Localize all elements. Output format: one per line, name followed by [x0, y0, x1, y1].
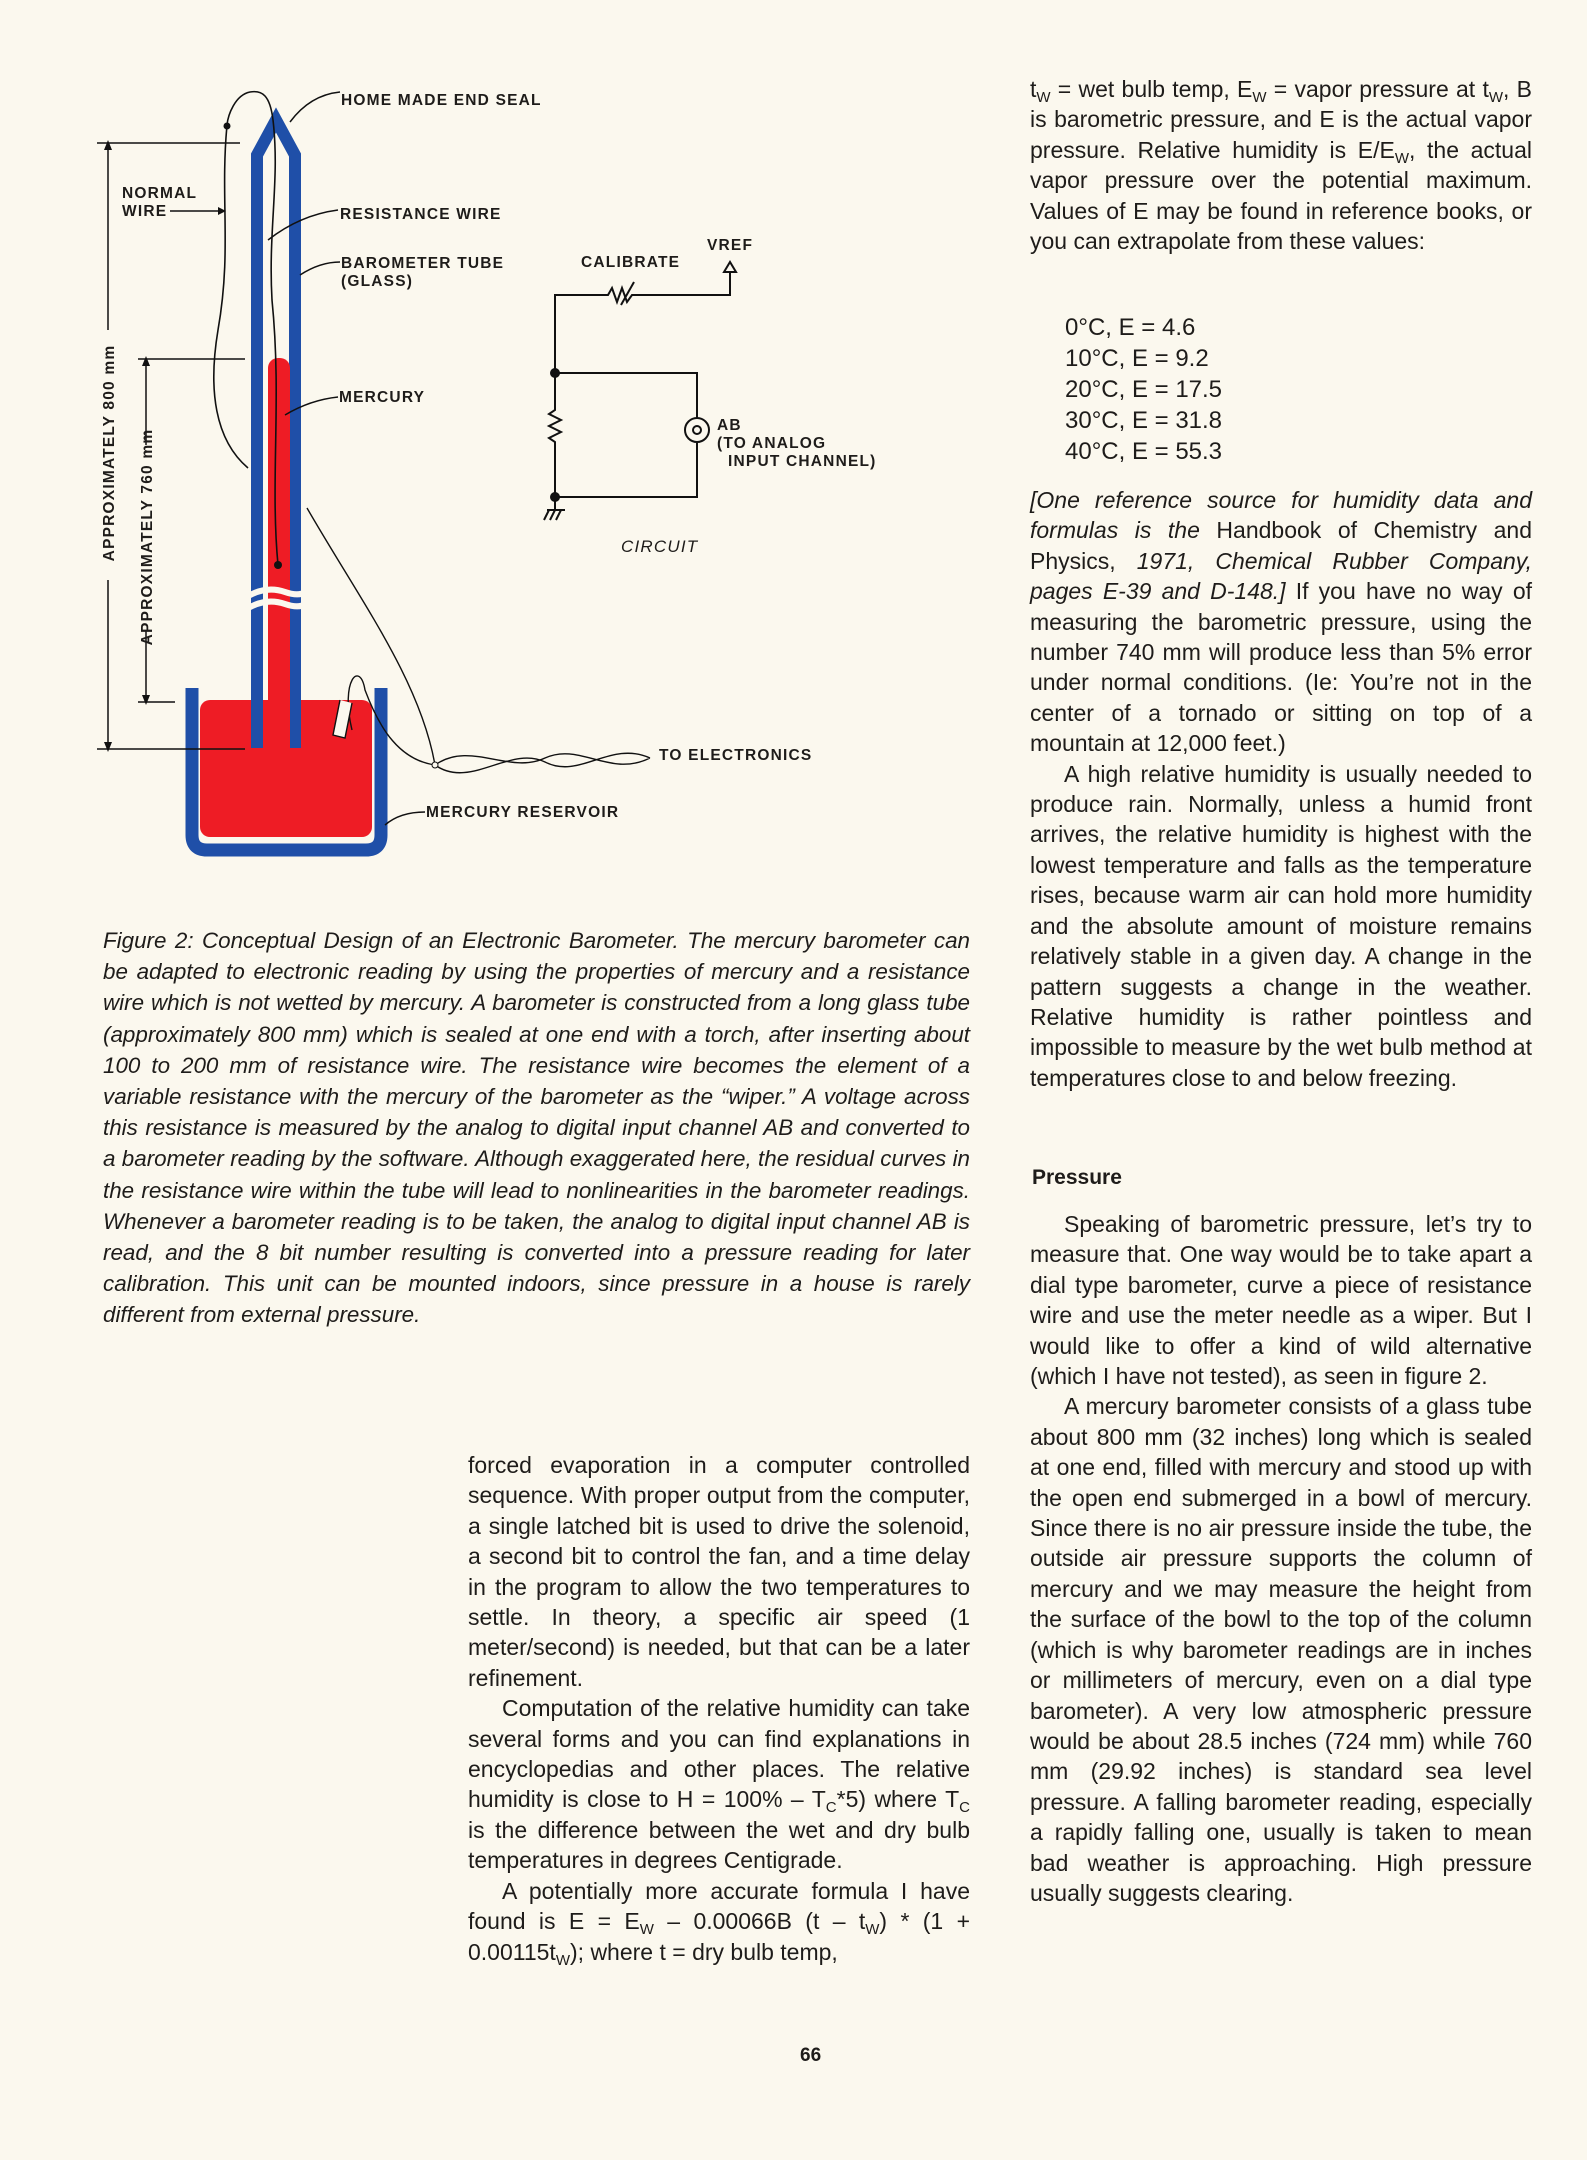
paragraph — [1030, 74, 1532, 256]
paragraph — [1030, 759, 1532, 1093]
text-run: *5) where T — [836, 1786, 960, 1813]
label-ab-2: (TO ANALOG — [717, 435, 827, 452]
paragraph — [1030, 485, 1532, 759]
middle-column — [468, 1450, 970, 1967]
text-run: = wet bulb temp, E — [1050, 76, 1253, 102]
label-end-seal: HOME MADE END SEAL — [341, 92, 542, 109]
right-column-top — [1030, 74, 1532, 256]
text-run: ) * (1 + 0.00115t — [468, 1908, 971, 1965]
italic-text: [One reference source for humidity data and formulas is the — [1030, 487, 1532, 544]
label-normal-wire-2: WIRE — [122, 203, 168, 220]
text-run: A potentially more accurate formula I have found is E = E — [468, 1877, 970, 1935]
paragraph — [468, 1876, 970, 1967]
figure-caption: Figure 2: Conceptual Design of an Electronic Barometer. The mercury barometer can be adapted to electronic reading by using the properties of mercury and a resistance wire which is not wetted by mercury. A barometer is constructed from a long glass tube (approximately 800 mm) which is sealed at one end with a torch, after inserting about 100 to 200 mm of resistance wire. The resistance wire becomes the element of a variable resistance with the mercury of the barometer as the “wiper.” A voltage across this resistance is measured by the analog to digital input channel AB and converted to a barometer reading by the software. Although exaggerated here, the residual curves in the resistance wire within the tube will lead to nonlinearities in the barometer readings. Whenever a barometer reading is to be taken, the analog to digital input channel AB is read, and the 8 bit number resulting is converted into a pressure reading for later calibration. This unit can be mounted indoors, since pressure in a house is rarely different from external pressure. — [103, 928, 970, 1328]
label-normal-wire: NORMAL — [122, 185, 198, 202]
label-vref: VREF — [707, 237, 754, 254]
label-ab-3: INPUT CHANNEL) — [728, 453, 877, 470]
twisted-cable — [435, 753, 650, 773]
text-run: – 0.00066B (t – t — [653, 1908, 866, 1935]
paragraph — [1030, 1209, 1532, 1391]
subscript: W — [639, 1921, 654, 1939]
circuit — [544, 262, 736, 520]
right-column-mid — [1030, 485, 1532, 1093]
paragraph — [1030, 1391, 1532, 1908]
paragraph — [468, 1693, 970, 1875]
label-approx-760: APPROXIMATELY 760 mm — [139, 428, 156, 646]
value-line: 30°C, E = 31.8 — [1065, 407, 1223, 434]
page-number: 66 — [800, 2045, 822, 2066]
right-column-bottom — [1030, 1209, 1532, 1908]
vapor-pressure-values — [1065, 312, 1222, 467]
paragraph — [468, 1450, 970, 1693]
label-approx-800: APPROXIMATELY 800 mm — [101, 344, 118, 562]
text-run: Speaking of barometric pressure, let’s try to measure that. One way would be to take apart a dial type barometer, curve a piece of resistance wire and use the meter needle as a wiper. But I would like to offer a kind of wild alternative (which I have not tested), as seen in figure 2. — [1030, 1211, 1532, 1390]
label-to-electronics: TO ELECTRONICS — [659, 747, 813, 764]
normal-wire — [214, 125, 248, 468]
subscript: W — [1488, 89, 1504, 106]
subscript: W — [1036, 89, 1051, 106]
label-glass: (GLASS) — [341, 273, 414, 290]
tube-mercury — [268, 358, 290, 750]
subscript: C — [959, 1799, 970, 1817]
value-line: 20°C, E = 17.5 — [1065, 376, 1223, 403]
label-reservoir: MERCURY RESERVOIR — [426, 804, 620, 821]
text-run: , the actual vapor pressure over the potential maximum. Values of E may be found in reference books, or you can extrapolate from these values: — [1030, 136, 1532, 255]
label-resistance-wire: RESISTANCE WIRE — [340, 206, 502, 223]
subscript: W — [1252, 89, 1267, 106]
italic-text: 1971, Chemical Rubber Company, pages E-39 and D-148.] — [1030, 547, 1532, 605]
subscript: W — [555, 1951, 570, 1969]
text-run: t — [1030, 76, 1037, 102]
subscript: C — [825, 1799, 837, 1817]
text-run: If you have no way of measuring the barometric pressure, using the number 740 mm will produce less than 5% error under normal conditions. (Ie: You’re not in the center of a tornado or sitting on top of a mountain at 12,000 feet.) — [1030, 578, 1532, 757]
text-run: forced evaporation in a computer controlled sequence. With proper output from the computer, a single latched bit is used to drive the solenoid, a second bit to control the fan, and a time delay in the program to allow the two temperatures to settle. In theory, a specific air speed (1 meter/second) is needed, but that can be a later refinement. — [468, 1452, 970, 1691]
value-line: 40°C, E = 55.3 — [1065, 438, 1223, 465]
value-line: 10°C, E = 9.2 — [1065, 345, 1209, 372]
subscript: W — [865, 1921, 880, 1939]
text-run: Computation of the relative humidity can take several forms and you can find explanations in encyclopedias and other places. The relative humidity is close to H = 100% – T — [468, 1695, 970, 1813]
text-run: = vapor pressure at t — [1266, 76, 1489, 102]
text-run: ); where t = dry bulb temp, — [570, 1938, 838, 1965]
label-calibrate: CALIBRATE — [581, 254, 681, 271]
text-run: is the difference between the wet and dry bulb temperatures in degrees Centigrade. — [468, 1816, 970, 1874]
text-run: A mercury barometer consists of a glass tube about 800 mm (32 inches) long which is sealed at one end, filled with mercury and stood up with the open end submerged in a bowl of mercury. Since there is no air pressure inside the tube, the outside air pressure supports the column of mercury and we may measure the height from the surface of the bowl to the top of the column (which is why barometer readings are in inches or millimeters of mercury, even on a dial type barometer). A very low atmospheric pressure would be about 28.5 inches (724 mm) while 760 mm (29.92 inches) is standard sea level pressure. A falling barometer reading, especially a rapidly falling one, usually is taken to mean bad weather is approaching. High pressure usually suggests clearing. — [1030, 1393, 1532, 1906]
label-ab: AB — [717, 417, 742, 434]
text-run: , B is barometric pressure, and E is the actual vapor pressure. Relative humidity is E/E — [1030, 76, 1532, 163]
section-heading-pressure: Pressure — [1032, 1166, 1122, 1189]
label-mercury: MERCURY — [339, 389, 426, 406]
text-run: A high relative humidity is usually needed to produce rain. Normally, unless a humid front arrives, the relative humidity is highest with the lowest temperature and falls as the temperature rises, because warm air can hold more humidity and the absolute amount of moisture remains relatively stable in a given day. A change in the pattern suggests a change in the weather. Relative humidity is rather pointless and impossible to measure by the wet bulb method at temperatures close to and below freezing. — [1030, 760, 1532, 1091]
value-line: 0°C, E = 4.6 — [1065, 314, 1196, 341]
label-circuit: CIRCUIT — [621, 537, 699, 556]
subscript: W — [1394, 149, 1409, 167]
label-barometer-tube: BAROMETER TUBE — [341, 255, 505, 272]
text-run: Handbook of Chemistry and Physics, — [1030, 517, 1532, 574]
barometer-diagram — [0, 0, 1000, 900]
